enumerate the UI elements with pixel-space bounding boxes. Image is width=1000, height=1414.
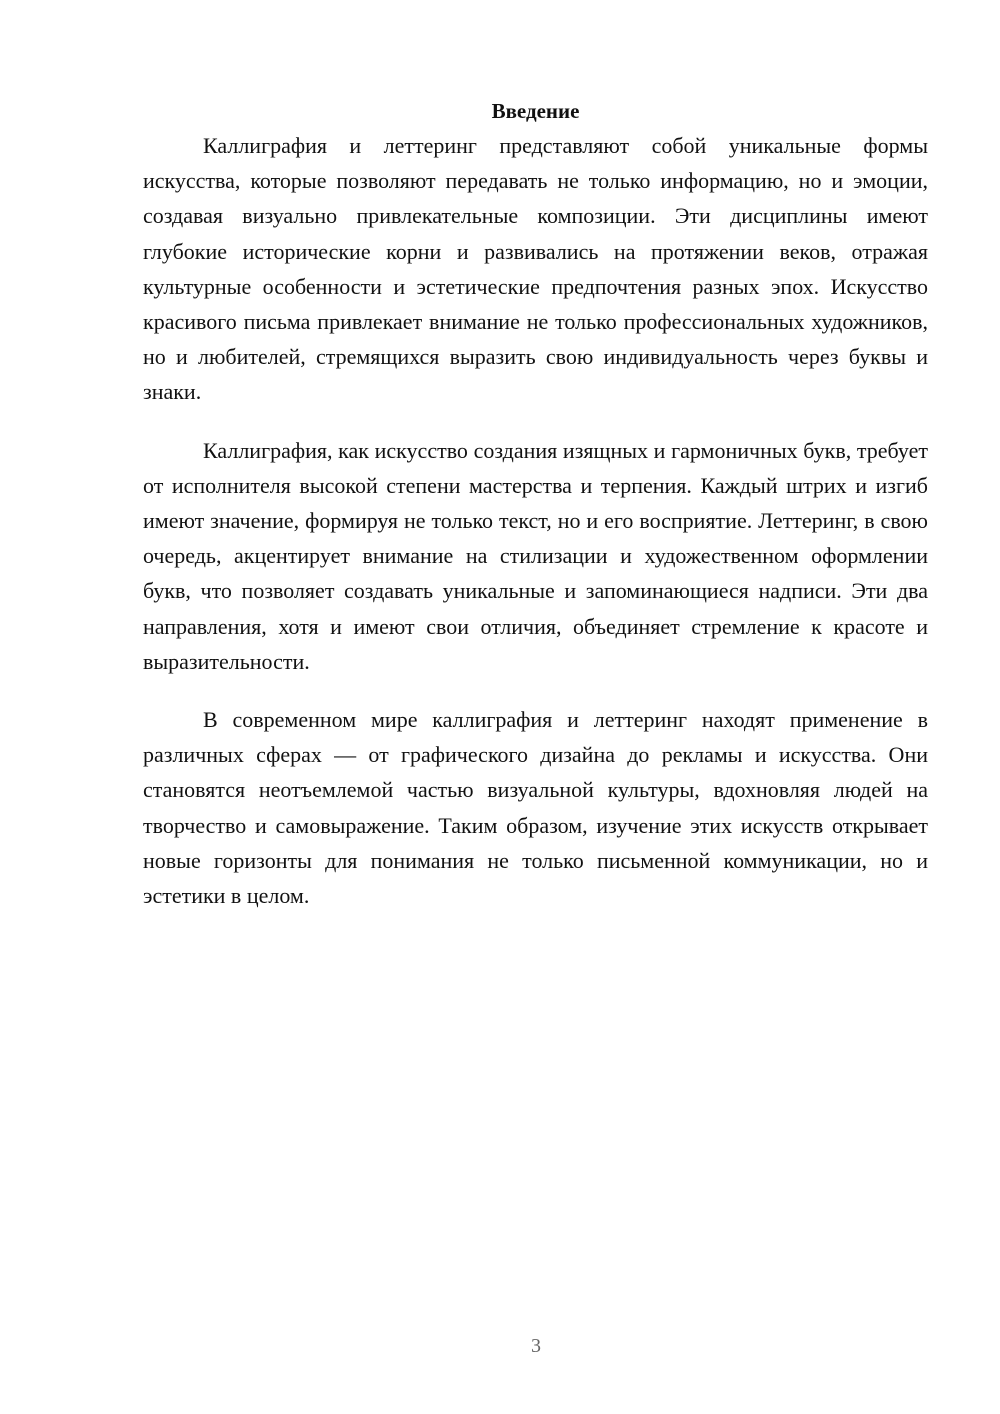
paragraph-2: Каллиграфия, как искусство создания изящных и гармоничных букв, требует от исполнителя высокой степени мастерства и терпения. Каждый штрих и изгиб имеют значение, формируя не только текст, но и его восприятие. Леттеринг, в свою очередь, акцентирует внимание на стилизации и художественном оформлении букв, что позволяет создавать уникальные и запоминающиеся надписи. Эти два направления, хотя и имеют свои отличия, объединяет стремление к красоте и выразительности.	[143, 437, 928, 674]
section-heading: Введение	[491, 99, 580, 123]
page-content	[143, 96, 928, 936]
paragraph-3: В современном мире каллиграфия и леттеринг находят применение в различных сферах — от графического дизайна до рекламы и искусства. Они становятся неотъемлемой частью визуальной культуры, вдохновляя людей на творчество и самовыражение. Таким образом, изучение этих искусств открывает новые горизонты для понимания не только письменной коммуникации, но и эстетики в целом.	[143, 707, 928, 909]
paragraph-1: Каллиграфия и леттеринг представляют собой уникальные формы искусства, которые позволяют передавать не только информацию, но и эмоции, создавая визуально привлекательные композиции. Эти дисциплины имеют глубокие исторические корни и развивались на протяжении веков, отражая культурные особенности и эстетические предпочтения разных эпох. Искусство красивого письма привлекает внимание не только профессиональных художников, но и любителей, стремящихся выразить свою индивидуальность через буквы и знаки.	[143, 133, 928, 405]
page-number: 3	[531, 1335, 541, 1357]
